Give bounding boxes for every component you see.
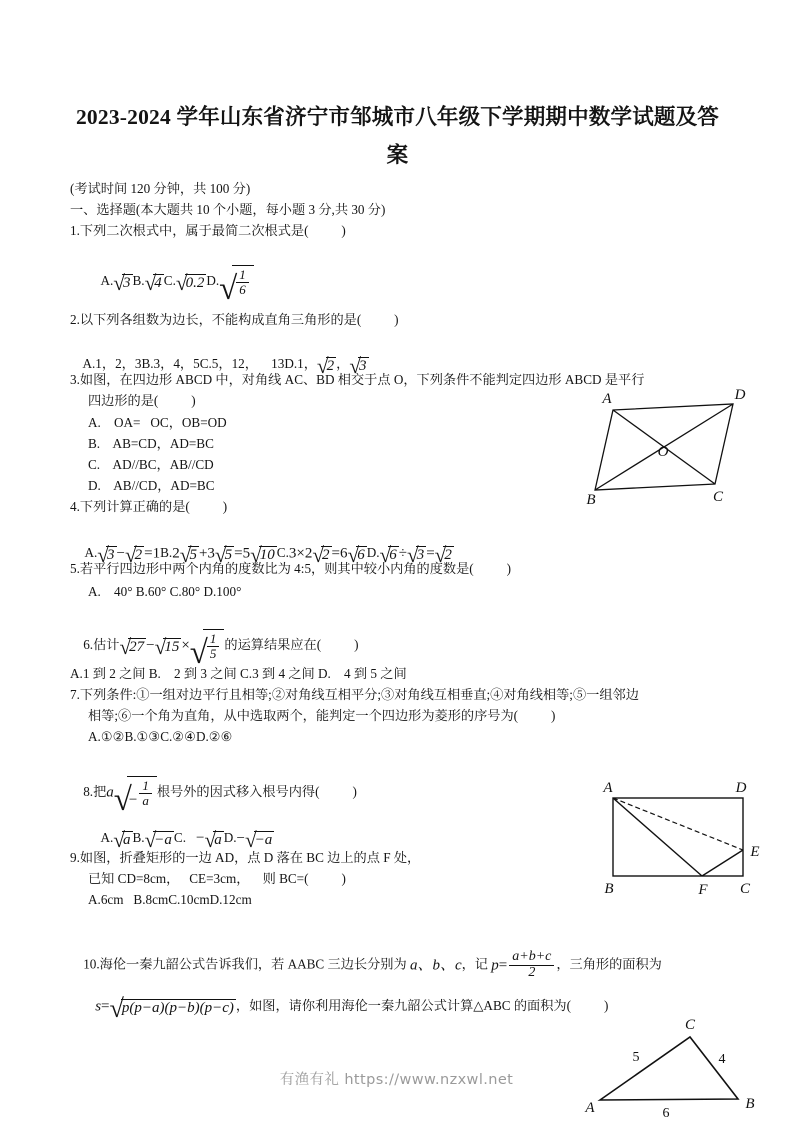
triangle-side-ac-length: 5 — [632, 1050, 640, 1065]
q1-option-b-value: √4 — [144, 271, 162, 296]
rect-vertex-B: B — [604, 881, 614, 897]
triangle-vertex-A: A — [585, 1100, 595, 1116]
q4-a-radical-2: √2 — [124, 543, 143, 567]
q4-b-radical-3: √10 — [250, 543, 275, 567]
triangle-vertex-C: C — [684, 1017, 696, 1033]
q8-negative-sign: − — [128, 791, 138, 808]
question-9-options: A.6cm B.8cmC.10cmD.12cm — [88, 892, 252, 907]
q4-b-radical-2: √5 — [214, 543, 233, 567]
q6-stem-suffix: 的运算结果应在( ) — [224, 637, 359, 653]
q8-radical-expression: √− $\frac{1}{a}$ — [114, 780, 157, 813]
rect-point-F: F — [698, 882, 708, 898]
q4-d-divide: ÷ — [398, 545, 407, 562]
q4-d-radical-1: √6 — [379, 543, 397, 567]
q1-option-d-value: √ $\frac{1}{6}$ — [219, 269, 254, 300]
q10-heron-radical: √p(p−a)(p−b)(p−c) — [109, 994, 234, 1023]
q10-s-symbol: s — [95, 998, 102, 1015]
rect-vertex-C: C — [739, 881, 751, 897]
q1-option-a-label: A. — [100, 273, 114, 289]
vertex-label-C: C — [712, 489, 724, 505]
question-4-stem: 4.下列计算正确的是( ) — [70, 499, 228, 514]
q4-d-equals: = — [426, 545, 435, 562]
q6-radical-15: √15 — [154, 635, 180, 660]
q8-option-b-label: B. — [132, 830, 145, 845]
triangle-abc-figure — [570, 1005, 780, 1120]
question-9-stem-line2: 已知 CD=8cm， CE=3cm， 则 BC=( ) — [88, 871, 346, 886]
parallelogram-abcd-figure — [585, 388, 770, 506]
q4-option-c-label: C. — [276, 545, 289, 560]
triangle-side-ab-length: 6 — [662, 1106, 670, 1120]
q1-option-a-value: √3 — [113, 271, 131, 296]
q2-options-text: A.1，2，3B.3，4，5C.5，12， 13D.1， — [82, 356, 317, 371]
q4-c-radical-2: √6 — [347, 543, 365, 567]
site-watermark: 有渔有礼 https://www.nzxwl.net — [279, 1072, 514, 1088]
intersection-label-O: O — [657, 444, 669, 460]
q8-option-a-label: A. — [100, 830, 114, 845]
q4-option-b-label: B. — [160, 545, 173, 560]
q10-p-fraction: $\frac{a+b+c}{2}$ — [507, 950, 556, 980]
vertex-label-A: A — [602, 391, 612, 407]
q4-b-coef-1: 2 — [172, 545, 180, 562]
q10-line1-suffix: ，三角形的面积为 — [556, 956, 662, 972]
rect-vertex-D: D — [735, 780, 747, 796]
section-heading: 一、选择题(本大题共 10 个小题，每小题 3 分,共 30 分) — [70, 202, 386, 217]
q8-option-c-label: C. — [173, 830, 187, 845]
rect-vertex-A: A — [603, 780, 613, 796]
q8-d-radical: √−a — [244, 828, 273, 852]
q2-option-d-radical-2: √3 — [349, 354, 367, 378]
q4-a-minus: − — [116, 545, 125, 562]
q10-s-equals: = — [101, 998, 110, 1015]
question-5-options: A. 40° B.60° C.80° D.100° — [88, 584, 242, 599]
q8-stem-suffix: 根号外的因式移入根号内得( ) — [156, 784, 357, 800]
question-3-option-b: B. AB=CD，AD=BC — [88, 436, 214, 451]
question-2-stem: 2.以下列各组数为边长，不能构成直角三角形的是( ) — [70, 312, 399, 327]
q8-stem-prefix: 8.把 — [83, 784, 107, 800]
q10-line1-prefix: 10.海伦一秦九韶公式告诉我们，若 AABC 三边长分别为 — [83, 956, 410, 972]
q4-b-coef-2: 3 — [207, 545, 215, 562]
q8-coefficient: a — [106, 784, 114, 801]
question-1-stem: 1.下列二次根式中，属于最简二次根式是( ) — [70, 223, 346, 238]
q8-a-radical: √a — [113, 828, 131, 852]
q4-b-radical-1: √5 — [179, 543, 197, 567]
triangle-side-cb-length: 4 — [718, 1052, 726, 1067]
question-7-stem-line1: 7.下列条件:①一组对边平行且相等;②对角线互相平分;③对角线互相垂直;④对角线相等;⑤一组邻边 — [70, 687, 639, 702]
q4-a-radical-1: √3 — [97, 543, 115, 567]
q4-option-a-label: A. — [84, 545, 98, 560]
q10-line2-suffix: ，如图，请你利用海伦一秦九韶公式计算△ABC 的面积为( ) — [235, 998, 609, 1013]
q6-minus: − — [146, 637, 155, 654]
q4-c-radical-1: √2 — [312, 543, 330, 567]
question-6-options: A.1 到 2 之间 B. 2 到 3 之间 C.3 到 4 之间 D. 4 到 5 之间 — [70, 666, 407, 681]
exam-info: (考试时间 120 分钟，共 100 分) — [70, 181, 251, 196]
question-7-options: A.①②B.①③C.②④D.②⑥ — [88, 729, 233, 744]
rect-point-E: E — [750, 844, 760, 860]
q1-option-d-label: D. — [206, 273, 220, 289]
question-5-stem: 5.若平行四边形中两个内角的度数比为 4:5，则其中较小内角的度数是( ) — [70, 561, 512, 576]
question-7-stem-line2: 相等;⑥一个角为直角，从中选取两个，能判定一个四边形为菱形的序号为( ) — [88, 708, 556, 723]
question-3-option-a: A. OA= OC，OB=OD — [88, 415, 227, 430]
vertex-label-B: B — [586, 492, 596, 506]
q4-b-equals: =5 — [234, 545, 251, 562]
q2-option-d-radical-1: √2 — [316, 354, 335, 378]
q8-b-radical: √−a — [144, 828, 172, 852]
question-3-stem-line1: 3.如图，在四边形 ABCD 中，对角线 AC、BD 相交于点 O，下列条件不能判定四边形 ABCD 是平行 — [70, 372, 645, 387]
q8-c-radical: √a — [204, 828, 222, 852]
q1-option-c-label: C. — [163, 273, 176, 289]
q1-option-c-value: √0.2 — [175, 271, 205, 296]
q10-p-equals: = — [498, 957, 508, 974]
question-10-stem-line2 — [82, 980, 608, 1035]
q10-p-symbol: p — [491, 957, 499, 974]
q4-a-equals: =1 — [144, 545, 161, 562]
q4-d-radical-3: √2 — [434, 543, 452, 567]
question-3-option-c: C. AD//BC，AB//CD — [88, 457, 214, 472]
q6-stem-prefix: 6.估计 — [83, 637, 120, 653]
q8-option-d-label: D. — [223, 830, 237, 845]
triangle-vertex-B: B — [745, 1096, 755, 1112]
question-3-option-d: D. AB//CD，AD=BC — [88, 478, 215, 493]
question-1-options — [88, 252, 254, 317]
q4-b-plus: + — [198, 545, 208, 562]
q6-radical-fraction: √ $\frac{1}{5}$ — [190, 633, 225, 664]
question-9-stem-line1: 9.如图，折叠矩形的一边 AD，点 D 落在 BC 边上的点 F 处， — [70, 850, 421, 865]
q10-variables: a、b、c — [409, 957, 462, 974]
q8-d-sign: − — [236, 830, 245, 847]
page-title: 2023-2024 学年山东省济宁市邹城市八年级下学期期中数学试题及答案 — [75, 105, 720, 167]
q4-c-lead: 3×2 — [288, 545, 313, 562]
folded-rectangle-figure — [595, 778, 770, 898]
q10-line1-mid: ，记 — [461, 956, 492, 972]
q4-option-d-label: D. — [366, 545, 380, 560]
q4-d-radical-2: √3 — [406, 543, 425, 567]
q8-c-sign: − — [196, 830, 205, 847]
q2-option-d-separator: ， — [336, 356, 350, 371]
vertex-label-D: D — [734, 388, 746, 403]
q6-radical-27: √27 — [119, 635, 145, 660]
q4-c-equals: =6 — [331, 545, 348, 562]
question-3-stem-line2: 四边形的是( ) — [88, 393, 196, 408]
q6-times: × — [181, 637, 190, 654]
q1-option-b-label: B. — [132, 273, 145, 289]
